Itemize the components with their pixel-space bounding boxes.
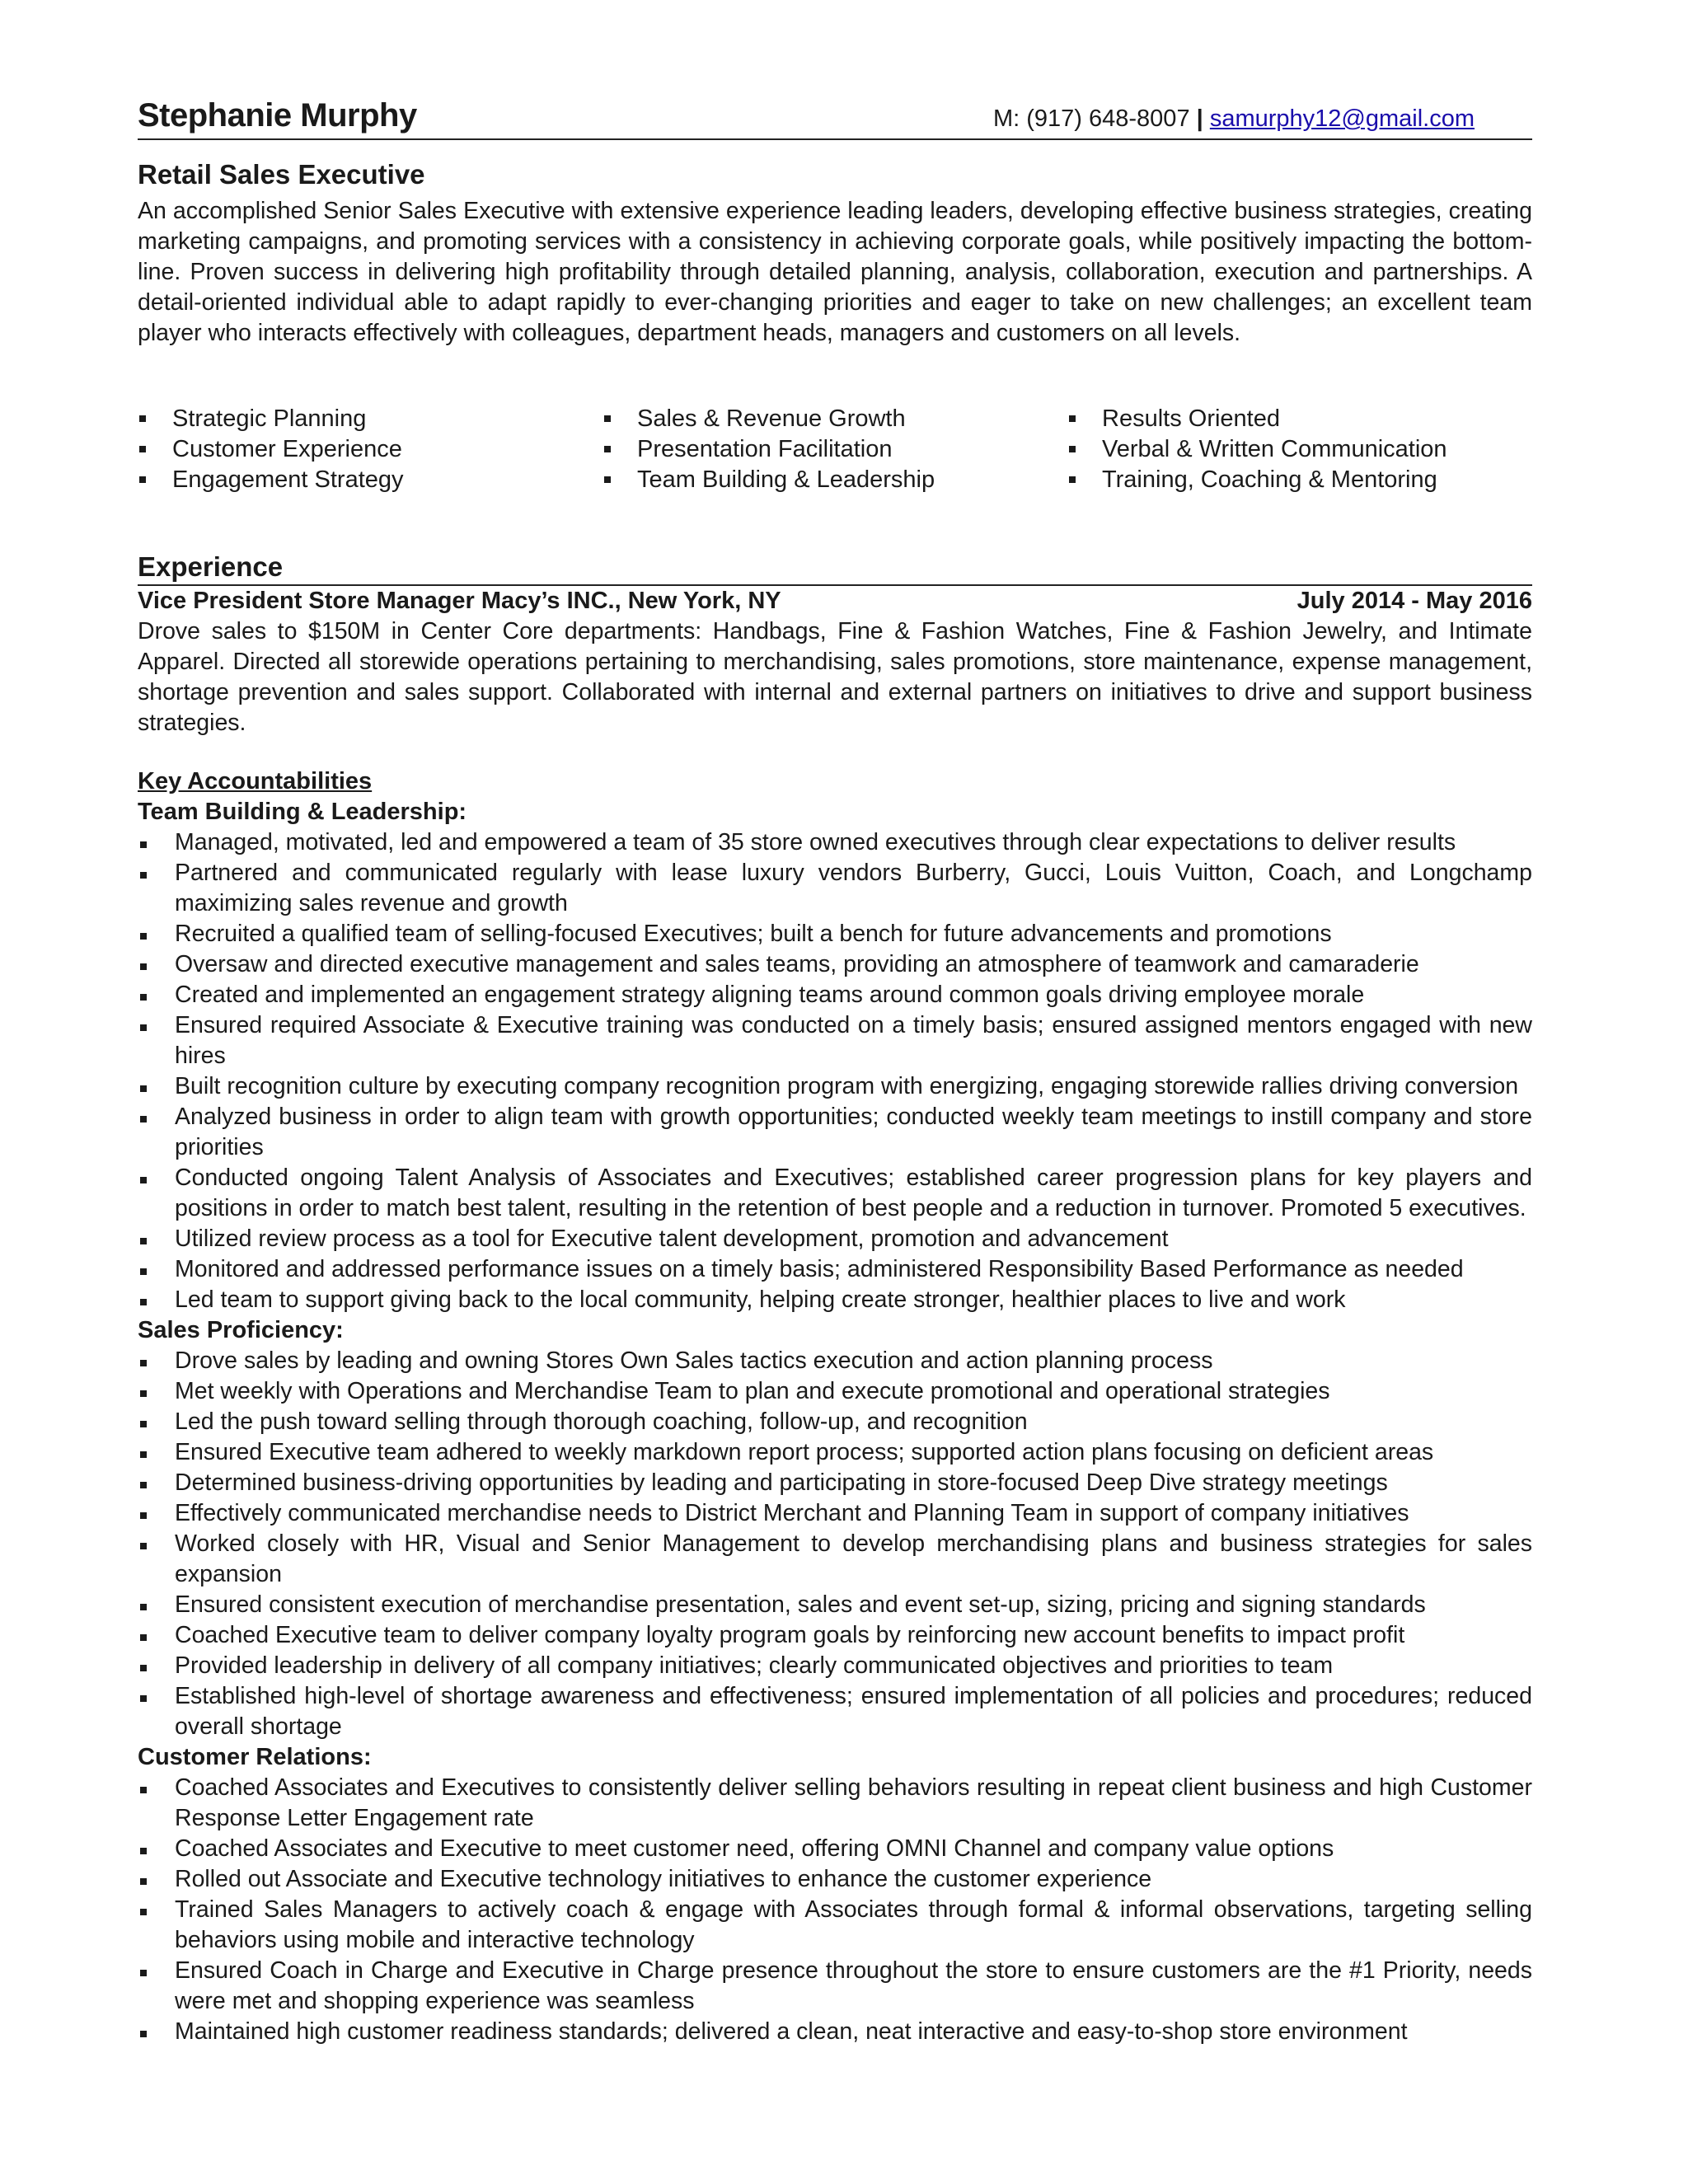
square-bullet-icon (140, 1268, 147, 1275)
bullet-text: Monitored and addressed performance issues on a timely basis; administered Responsibility Based Performance as needed (175, 1255, 1464, 1282)
bullet-text: Oversaw and directed executive management and sales teams, providing an atmosphere of teamwork and camaraderie (175, 950, 1419, 977)
skills-column-2 (603, 404, 1067, 495)
skill-item: Customer Experience (138, 434, 603, 465)
bullet-list (138, 827, 1532, 1315)
job-description: Drove sales to $150M in Center Core departments: Handbags, Fine & Fashion Watches, Fine & Fashion Jewelry, and Intimate Apparel. Directed all storewide operations pertaining to merchandising, sales promotions, store maintenance, expense management, shortage prevention and sales support. Collaborated with internal and external partners on initiatives to drive and support business strategies. (138, 617, 1532, 736)
bullet-item (138, 1956, 1532, 2017)
square-bullet-icon (140, 1909, 147, 1915)
skills-column-1 (138, 404, 603, 495)
bullet-item (138, 1590, 1532, 1620)
square-bullet-icon (140, 1482, 147, 1488)
email-link[interactable]: samurphy12@gmail.com (1209, 105, 1475, 133)
skill-item: Strategic Planning (138, 404, 603, 434)
square-bullet-icon (140, 2031, 147, 2037)
bullet-item (138, 1498, 1532, 1529)
square-bullet-icon (139, 415, 146, 422)
bullet-item (138, 1254, 1532, 1285)
bullet-item (138, 949, 1532, 980)
bullet-list (138, 1773, 1532, 2047)
skills-grid (138, 404, 1532, 495)
bullet-item (138, 919, 1532, 949)
bullet-text: Established high-level of shortage awareness and effectiveness; ensured implementation of all policies and procedures; reduced overall shortage (175, 1682, 1532, 1740)
bullet-item (138, 1437, 1532, 1468)
bullet-text: Built recognition culture by executing company recognition program with energizing, engaging storewide rallies driving conversion (175, 1072, 1519, 1099)
bullet-item (138, 1346, 1532, 1376)
bullet-list (138, 1346, 1532, 1742)
square-bullet-icon (140, 1878, 147, 1885)
bullet-text: Recruited a qualified team of selling-focused Executives; built a bench for future advancements and promotions (175, 920, 1332, 947)
bullet-text: Coached Associates and Executives to consistently deliver selling behaviors resulting in repeat client business and high Customer Response Letter Engagement rate (175, 1774, 1532, 1831)
bullet-text: Maintained high customer readiness standards; delivered a clean, neat interactive and easy-to-shop store environment (175, 2018, 1408, 2045)
bullet-item (138, 980, 1532, 1010)
bullet-text: Coached Associates and Executive to meet customer need, offering OMNI Channel and company value options (175, 1835, 1334, 1862)
square-bullet-icon (140, 872, 147, 879)
square-bullet-icon (604, 415, 611, 422)
square-bullet-icon (1069, 446, 1076, 452)
bullet-item (138, 1864, 1532, 1895)
profile-summary: An accomplished Senior Sales Executive with extensive experience leading leaders, developing effective business strategies, creating marketing campaigns, and promoting services with a consistency in achieving corporate goals, while positively impacting the bottom-line. Proven success in delivering high profitability through detailed planning, analysis, collaboration, execution and partnerships. A detail-oriented individual able to adapt rapidly to ever-changing priorities and eager to take on new challenges; an excellent team player who interacts effectively with colleagues, department heads, managers and customers on all levels. (138, 197, 1532, 346)
bullet-item (138, 1376, 1532, 1407)
resume-header (138, 97, 1532, 140)
square-bullet-icon (140, 1970, 147, 1976)
bullet-text: Created and implemented an engagement strategy aligning teams around common goals driving employee morale (175, 981, 1365, 1008)
bullet-text: Rolled out Associate and Executive technology initiatives to enhance the customer experience (175, 1865, 1152, 1892)
square-bullet-icon (140, 1116, 147, 1122)
bullet-item (138, 1895, 1532, 1956)
bullet-text: Led team to support giving back to the local community, helping create stronger, healthier places to live and work (175, 1286, 1346, 1313)
bullet-text: Partnered and communicated regularly with lease luxury vendors Burberry, Gucci, Louis Vuitton, Coach, and Longchamp maximizing sales revenue and growth (175, 859, 1532, 916)
bullet-item (138, 1620, 1532, 1651)
contact-info (993, 105, 1532, 134)
bullet-text: Effectively communicated merchandise needs to District Merchant and Planning Team in support of company initiatives (175, 1499, 1409, 1526)
bullet-item (138, 1224, 1532, 1254)
bullet-text: Led the push toward selling through thorough coaching, follow-up, and recognition (175, 1408, 1028, 1435)
square-bullet-icon (140, 963, 147, 970)
bullet-text: Analyzed business in order to align team with growth opportunities; conducted weekly team meetings to instill company and store priorities (175, 1103, 1532, 1160)
bullet-text: Provided leadership in delivery of all company initiatives; clearly communicated objectives and priorities to team (175, 1652, 1334, 1679)
square-bullet-icon (140, 1390, 147, 1397)
square-bullet-icon (140, 1634, 147, 1641)
bullet-text: Drove sales by leading and owning Stores Own Sales tactics execution and action planning process (175, 1347, 1213, 1374)
square-bullet-icon (140, 1238, 147, 1244)
bullet-item (138, 1285, 1532, 1315)
square-bullet-icon (140, 1848, 147, 1854)
contact-separator: | (1196, 105, 1203, 133)
bullet-text: Ensured Executive team adhered to weekly markdown report process; supported action plans focusing on deficient areas (175, 1438, 1434, 1465)
phone-number: M: (917) 648-8007 (992, 105, 1190, 133)
square-bullet-icon (140, 1085, 147, 1092)
skill-item: Training, Coaching & Mentoring (1067, 465, 1532, 495)
square-bullet-icon (140, 1543, 147, 1549)
square-bullet-icon (1069, 415, 1076, 422)
square-bullet-icon (140, 1451, 147, 1458)
skill-item: Sales & Revenue Growth (603, 404, 1067, 434)
bullet-item (138, 1163, 1532, 1224)
bullet-text: Met weekly with Operations and Merchandise Team to plan and execute promotional and operational strategies (175, 1377, 1330, 1404)
bullet-item (138, 1468, 1532, 1498)
key-accountabilities-heading: Key Accountabilities (138, 767, 373, 794)
bullet-item (138, 2017, 1532, 2047)
bullet-text: Worked closely with HR, Visual and Senior Management to develop merchandising plans and business strategies for sales expansion (175, 1530, 1532, 1587)
square-bullet-icon (139, 446, 146, 452)
bullet-item (138, 1529, 1532, 1590)
resume-page (138, 97, 1532, 2047)
square-bullet-icon (140, 1787, 147, 1793)
bullet-text: Ensured consistent execution of merchandise presentation, sales and event set-up, sizing, pricing and signing standards (175, 1591, 1426, 1618)
bullet-text: Conducted ongoing Talent Analysis of Associates and Executives; established career progression plans for key players and positions in order to match best talent, resulting in the retention of best people and a reduction in turnover. Promoted 5 executives. (175, 1164, 1532, 1221)
square-bullet-icon (604, 476, 611, 483)
square-bullet-icon (140, 1604, 147, 1610)
experience-heading: Experience (138, 551, 1532, 586)
square-bullet-icon (140, 1421, 147, 1427)
skill-item: Engagement Strategy (138, 465, 603, 495)
bullet-text: Coached Executive team to deliver company loyalty program goals by reinforcing new account benefits to impact profit (175, 1621, 1405, 1648)
skill-item: Team Building & Leadership (603, 465, 1067, 495)
square-bullet-icon (140, 1299, 147, 1305)
square-bullet-icon (1069, 476, 1076, 483)
square-bullet-icon (139, 476, 146, 483)
square-bullet-icon (140, 1024, 147, 1031)
skills-column-3 (1067, 404, 1532, 495)
skill-item: Verbal & Written Communication (1067, 434, 1532, 465)
square-bullet-icon (140, 1360, 147, 1366)
bullet-item (138, 827, 1532, 858)
bullet-text: Utilized review process as a tool for Executive talent development, promotion and advancement (175, 1225, 1169, 1252)
group-heading: Sales Proficiency: (138, 1316, 344, 1343)
bullet-text: Managed, motivated, led and empowered a team of 35 store owned executives through clear expectations to deliver results (175, 828, 1456, 855)
bullet-text: Ensured required Associate & Executive training was conducted on a timely basis; ensured assigned mentors engaged with new hires (175, 1011, 1532, 1069)
group-customer-relations (138, 1742, 1532, 2047)
bullet-item (138, 1773, 1532, 1834)
skill-item: Results Oriented (1067, 404, 1532, 434)
accountability-groups (138, 797, 1532, 2047)
bullet-item (138, 1681, 1532, 1742)
square-bullet-icon (140, 994, 147, 1001)
bullet-item (138, 1834, 1532, 1864)
group-team-building (138, 797, 1532, 1315)
bullet-item (138, 858, 1532, 919)
bullet-text: Ensured Coach in Charge and Executive in Charge presence throughout the store to ensure customers are the #1 Priority, needs were met and shopping experience was seamless (175, 1957, 1532, 2014)
square-bullet-icon (604, 446, 611, 452)
square-bullet-icon (140, 1512, 147, 1519)
square-bullet-icon (140, 933, 147, 940)
profile-title: Retail Sales Executive (138, 159, 425, 190)
bullet-text: Trained Sales Managers to actively coach & engage with Associates through formal & informal observations, targeting selling behaviors using mobile and interactive technology (175, 1896, 1532, 1953)
bullet-item (138, 1651, 1532, 1681)
bullet-item (138, 1407, 1532, 1437)
bullet-item (138, 1102, 1532, 1163)
bullet-text: Determined business-driving opportunities by leading and participating in store-focused Deep Dive strategy meetings (175, 1469, 1388, 1496)
bullet-item (138, 1071, 1532, 1102)
bullet-item (138, 1010, 1532, 1071)
square-bullet-icon (140, 1665, 147, 1671)
group-sales-proficiency (138, 1315, 1532, 1742)
square-bullet-icon (140, 841, 147, 848)
group-heading: Customer Relations: (138, 1743, 372, 1770)
skill-item: Presentation Facilitation (603, 434, 1067, 465)
square-bullet-icon (140, 1695, 147, 1702)
job-title: Vice President Store Manager Macy’s INC., New York, NY (138, 587, 781, 614)
job-dates: July 2014 - May 2016 (1296, 587, 1532, 614)
square-bullet-icon (140, 1177, 147, 1183)
candidate-name: Stephanie Murphy (138, 97, 417, 134)
job-header (138, 586, 1532, 616)
group-heading: Team Building & Leadership: (138, 798, 467, 825)
